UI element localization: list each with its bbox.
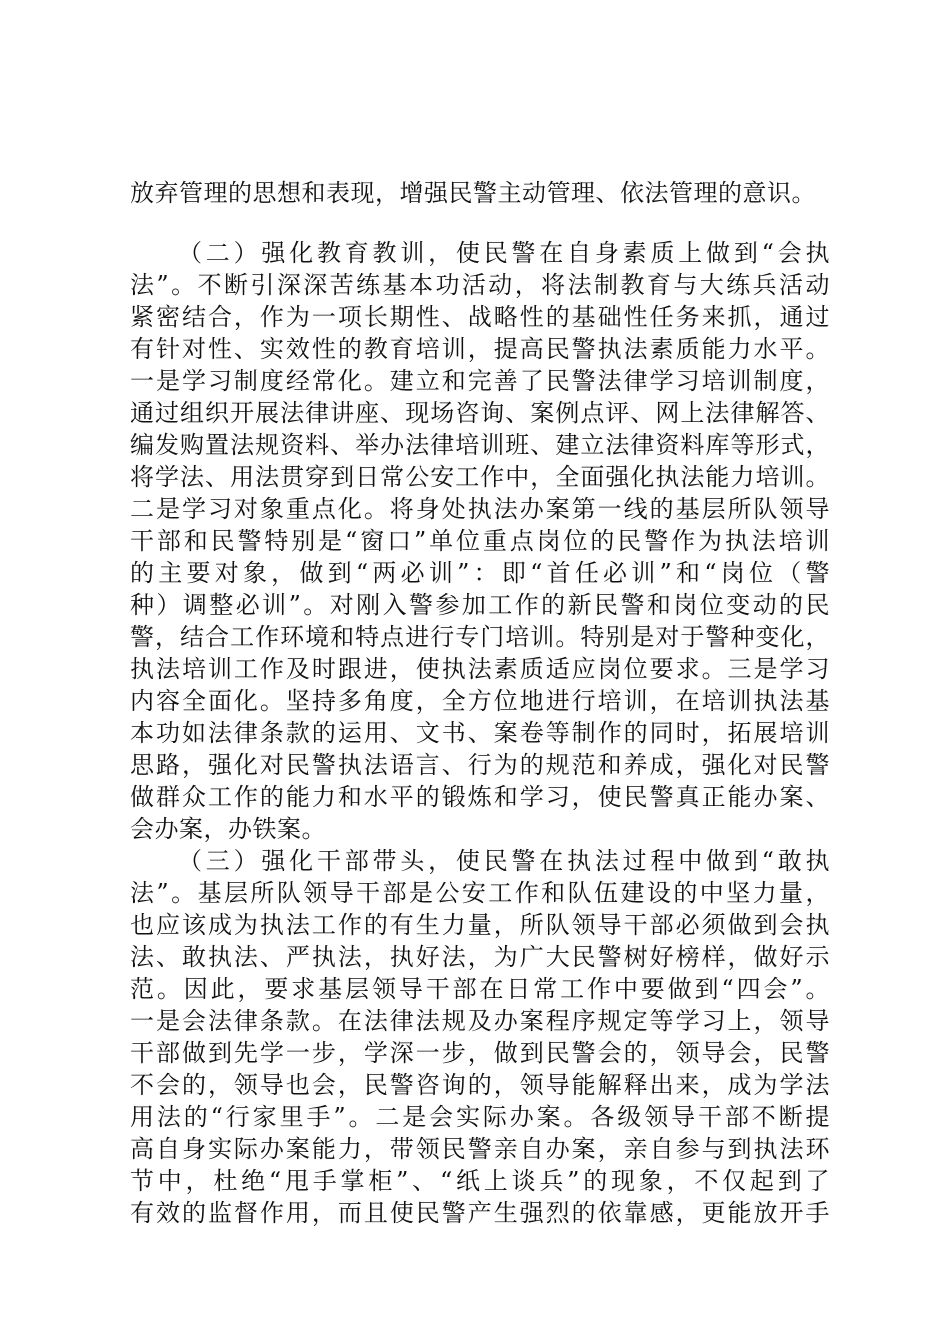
paragraph-line: 有针对性、实效性的教育培训，提高民警执法素质能力水平。: [130, 335, 830, 363]
paragraph-line: 放弃管理的思想和表现，增强民警主动管理、依法管理的意识。: [130, 179, 816, 207]
paragraph-line: 节中，杜绝“甩手掌柜”、“纸上谈兵”的现象，不仅起到了: [130, 1167, 830, 1195]
paragraph-line: 有效的监督作用，而且使民警产生强烈的依靠感，更能放开手: [130, 1199, 830, 1227]
paragraph-line: 执法培训工作及时跟进，使执法素质适应岗位要求。三是学习: [130, 655, 830, 683]
paragraph-line: 二是学习对象重点化。将身处执法办案第一线的基层所队领导: [130, 495, 830, 523]
paragraph-line: 法”。基层所队领导干部是公安工作和队伍建设的中坚力量，: [130, 879, 830, 907]
paragraph-line: 法”。不断引深深苦练基本功活动，将法制教育与大练兵活动: [130, 271, 830, 299]
paragraph-line: 种）调整必训”。对刚入警参加工作的新民警和岗位变动的民: [130, 591, 830, 619]
paragraph-line: 编发购置法规资料、举办法律培训班、建立法律资料库等形式，: [130, 431, 830, 459]
paragraph-line: 一是会法律条款。在法律法规及办案程序规定等学习上，领导: [130, 1007, 830, 1035]
paragraph-line: 法、敢执法、严执法，执好法，为广大民警树好榜样，做好示: [130, 943, 830, 971]
paragraph-line: 思路，强化对民警执法语言、行为的规范和养成，强化对民警: [130, 751, 830, 779]
paragraph-line: 通过组织开展法律讲座、现场咨询、案例点评、网上法律解答、: [130, 399, 830, 427]
paragraph-line: 也应该成为执法工作的有生力量，所队领导干部必须做到会执: [130, 911, 830, 939]
paragraph-line: 用法的“行家里手”。二是会实际办案。各级领导干部不断提: [130, 1103, 830, 1131]
paragraph-line: 的主要对象，做到“两必训”：即“首任必训”和“岗位（警: [130, 559, 830, 587]
paragraph-line: 会办案，办铁案。: [130, 815, 326, 843]
paragraph-line: 紧密结合，作为一项长期性、战略性的基础性任务来抓，通过: [130, 303, 830, 331]
paragraph-line: 不会的，领导也会，民警咨询的，领导能解释出来，成为学法: [130, 1071, 830, 1099]
paragraph-line: 干部做到先学一步，学深一步，做到民警会的，领导会，民警: [130, 1039, 830, 1067]
paragraph-line: （三）强化干部带头，使民警在执法过程中做到“敢执: [178, 847, 830, 875]
paragraph-line: 将学法、用法贯穿到日常公安工作中，全面强化执法能力培训。: [130, 463, 830, 491]
paragraph-line: 范。因此，要求基层领导干部在日常工作中要做到“四会”。: [130, 975, 830, 1003]
paragraph-line: 一是学习制度经常化。建立和完善了民警法律学习培训制度，: [130, 367, 830, 395]
paragraph-line: （二）强化教育教训，使民警在自身素质上做到“会执: [178, 239, 830, 267]
paragraph-line: 本功如法律条款的运用、文书、案卷等制作的同时，拓展培训: [130, 719, 830, 747]
paragraph-line: 内容全面化。坚持多角度，全方位地进行培训，在培训执法基: [130, 687, 830, 715]
paragraph-line: 做群众工作的能力和水平的锻炼和学习，使民警真正能办案、: [130, 783, 830, 811]
paragraph-line: 警，结合工作环境和特点进行专门培训。特别是对于警种变化，: [130, 623, 830, 651]
paragraph-line: 干部和民警特别是“窗口”单位重点岗位的民警作为执法培训: [130, 527, 830, 555]
paragraph-line: 高自身实际办案能力，带领民警亲自办案，亲自参与到执法环: [130, 1135, 830, 1163]
